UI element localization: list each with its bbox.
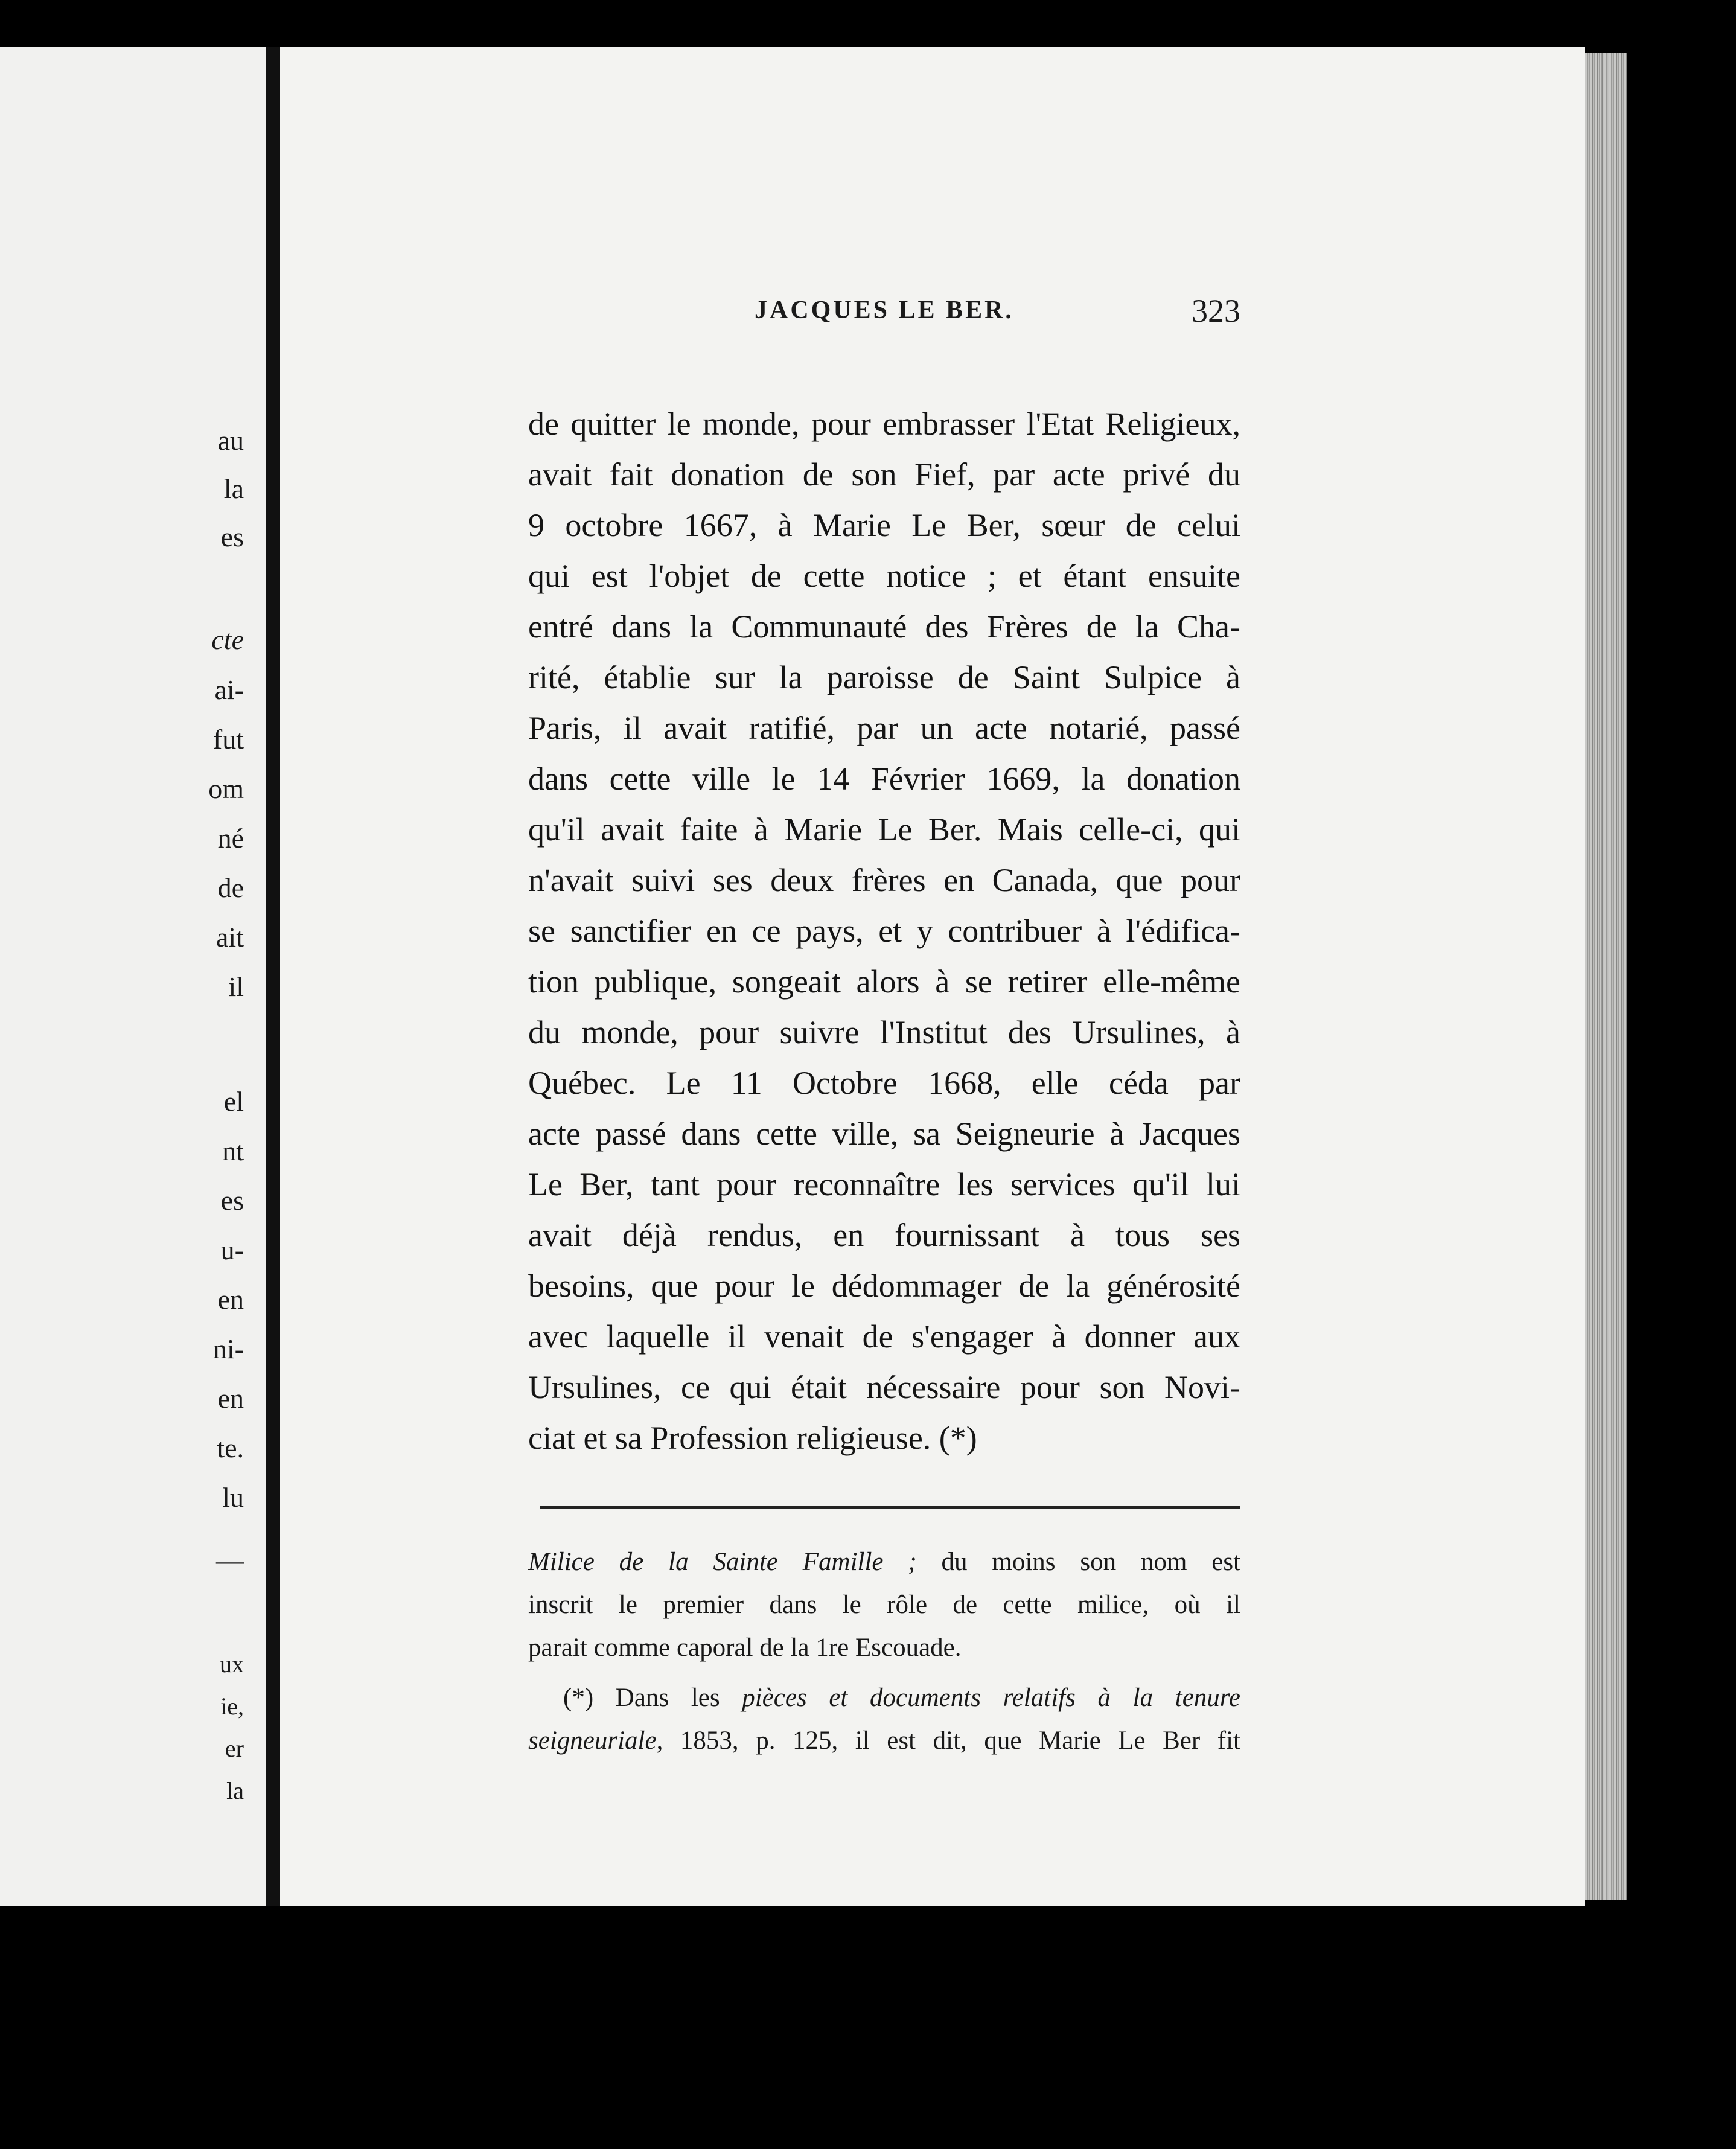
text-line: avec laquelle il venait de s'engager à donner aux <box>528 1318 1240 1355</box>
left-fragment: ait <box>216 922 244 953</box>
text-line: du monde, pour suivre l'Institut des Ursulines, à <box>528 1014 1240 1050</box>
left-fragment: ai- <box>214 674 244 705</box>
text-line: Ursulines, ce qui était nécessaire pour son Novi- <box>528 1369 1240 1405</box>
text-line: Paris, il avait ratifié, par un acte notarié, passé <box>528 710 1240 746</box>
left-page-fragment <box>0 47 266 1906</box>
footnote-2-line-2 <box>528 1719 1240 1762</box>
left-fragment: lu <box>222 1482 244 1513</box>
left-fragment: u- <box>220 1234 244 1265</box>
footnote-1-line-1 <box>528 1541 1240 1583</box>
footnote-2-line-1 <box>528 1676 1240 1719</box>
text-line: ciat et sa Profession religieuse. (*) <box>528 1420 977 1456</box>
left-page-text-fragments <box>0 47 266 1906</box>
text-line: avait déjà rendus, en fournissant à tous ses <box>528 1217 1240 1253</box>
text-line: n'avait suivi ses deux frères en Canada, que pour <box>528 862 1240 898</box>
text-line: besoins, que pour le dédommager de la générosité <box>528 1268 1240 1304</box>
text-line: tion publique, songeait alors à se retirer elle-même <box>528 963 1240 1000</box>
left-fragment: nt <box>222 1135 244 1166</box>
left-fragment: fut <box>212 724 244 755</box>
left-fragment: er <box>225 1735 244 1762</box>
text-line: entré dans la Communauté des Frères de la Cha- <box>528 608 1240 645</box>
text-line: acte passé dans cette ville, sa Seigneurie à Jacques <box>528 1116 1240 1152</box>
running-header <box>528 293 1240 350</box>
main-text-block <box>528 398 1240 1463</box>
text-line: se sanctifier en ce pays, et y contribuer à l'édifica- <box>528 913 1240 949</box>
left-fragment: cte <box>211 624 244 655</box>
left-fragment: au <box>217 425 244 456</box>
text-line: rité, établie sur la paroisse de Saint Sulpice à <box>528 659 1240 695</box>
book-gutter <box>266 47 280 1906</box>
footnote-2-italic: pièces et documents relatifs à la tenure <box>742 1684 1240 1712</box>
page-number: 323 <box>1192 293 1240 329</box>
text-line: Le Ber, tant pour reconnaître les services qu'il lui <box>528 1166 1240 1202</box>
left-fragment: te. <box>217 1432 244 1463</box>
text-line: 9 octobre 1667, à Marie Le Ber, sœur de celui <box>528 507 1240 543</box>
left-fragment: es <box>220 1185 244 1216</box>
footnote-2-text: , 1853, p. 125, il est dit, que Marie Le Ber fit <box>656 1726 1240 1755</box>
left-fragment: ni- <box>212 1333 244 1364</box>
left-fragment: la <box>223 473 244 504</box>
footnote-2-text: (*) Dans les <box>563 1684 742 1712</box>
text-line: qu'il avait faite à Marie Le Ber. Mais celle-ci, qui <box>528 811 1240 848</box>
text-line: dans cette ville le 14 Février 1669, la donation <box>528 761 1240 797</box>
left-fragment: es <box>220 522 244 552</box>
text-line: qui est l'objet de cette notice ; et étant ensuite <box>528 558 1240 594</box>
footnotes-block <box>528 1541 1240 1762</box>
footnote-1-line-3: parait comme caporal de la 1re Escouade. <box>528 1633 962 1662</box>
page-edges <box>1585 53 1627 1900</box>
left-fragment: — <box>216 1545 244 1576</box>
footnote-1-italic: Milice de la Sainte Famille ; <box>528 1548 917 1576</box>
left-fragment: de <box>217 872 244 903</box>
left-fragment: en <box>217 1284 244 1315</box>
footnote-1-text: du moins son nom est <box>916 1548 1241 1576</box>
text-line: de quitter le monde, pour embrasser l'Etat Religieux, <box>528 406 1240 442</box>
left-fragment: el <box>223 1086 244 1117</box>
left-fragment: ux <box>220 1650 244 1678</box>
footnote-1-line-2: inscrit le premier dans le rôle de cette milice, où il <box>528 1591 1240 1619</box>
running-title: JACQUES LE BER. <box>755 296 1014 324</box>
footnote-separator <box>540 1506 1240 1509</box>
text-line: avait fait donation de son Fief, par acte privé du <box>528 456 1240 493</box>
left-fragment: né <box>217 823 244 854</box>
left-fragment: il <box>228 971 244 1002</box>
left-fragment: ie, <box>220 1693 244 1720</box>
left-fragment: om <box>208 773 244 804</box>
left-fragment: la <box>226 1777 244 1804</box>
footnote-2-italic: seigneuriale <box>528 1726 657 1755</box>
text-line: Québec. Le 11 Octobre 1668, elle céda par <box>528 1065 1240 1101</box>
left-fragment: en <box>217 1383 244 1414</box>
